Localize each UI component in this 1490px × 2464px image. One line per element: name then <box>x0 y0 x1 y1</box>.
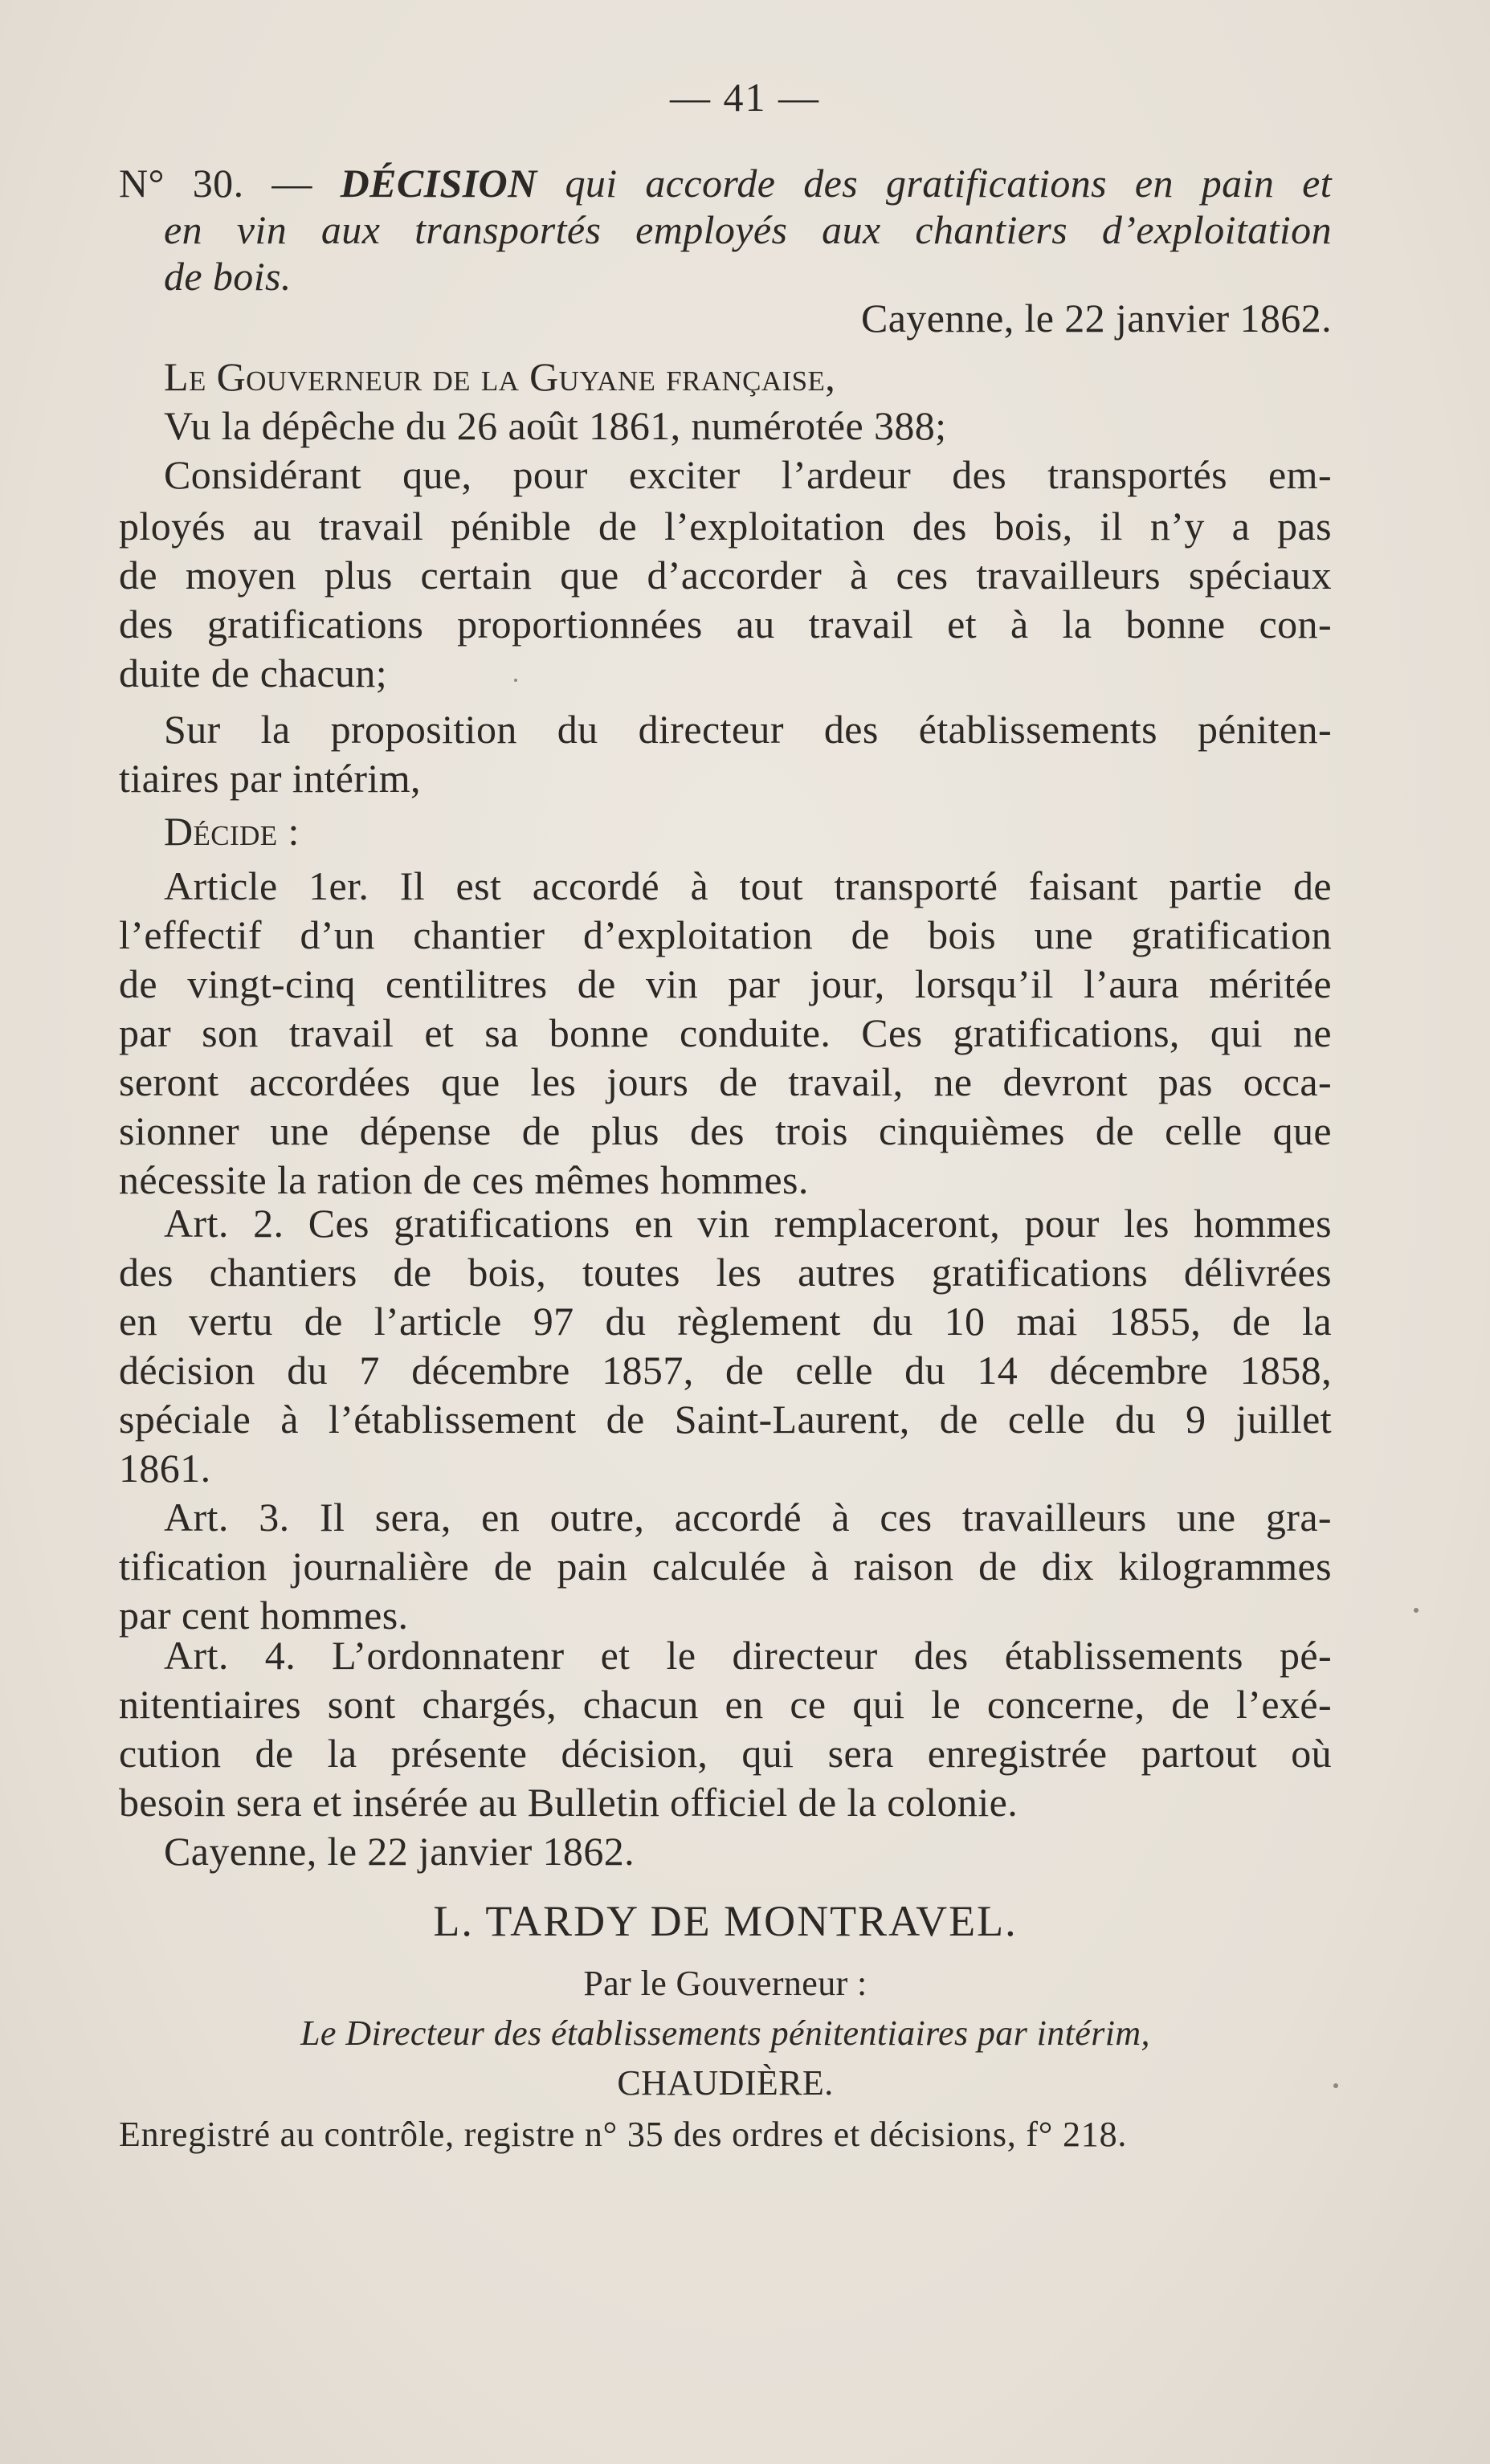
body-line: des gratifications proportionnées au travail et à la bonne con- <box>119 602 1332 647</box>
body-line: Le Gouverneur de la Guyane française, <box>164 354 836 399</box>
body-line: tiaires par intérim, <box>119 756 421 801</box>
signature-role: Le Directeur des établissements pénitentiaires par intérim, <box>300 2013 1150 2053</box>
body-line: l’effectif d’un chantier d’exploitation de bois une gratification <box>119 912 1332 957</box>
body-line: cution de la présente décision, qui sera enregistrée partout où <box>119 1731 1332 1776</box>
closing-dateline: Cayenne, le 22 janvier 1862. <box>164 1829 635 1874</box>
decision-number: N° 30. <box>119 161 244 206</box>
body-line: spéciale à l’établissement de Saint-Laurent, de celle du 9 juillet <box>119 1397 1332 1442</box>
body-line: seront accordées que les jours de travail, ne devront pas occa- <box>119 1059 1332 1104</box>
body-line: décision du 7 décembre 1857, de celle du 14 décembre 1858, <box>119 1348 1332 1393</box>
body-line: Sur la proposition du directeur des établissements péniten- <box>164 707 1332 752</box>
body-line: duite de chacun; <box>119 651 388 696</box>
body-line: nitentiaires sont chargés, chacun en ce qui le concerne, de l’exé- <box>119 1682 1332 1727</box>
signature-by-line: Par le Gouverneur : <box>583 1964 867 2003</box>
body-line: Décide : <box>164 809 300 854</box>
body-line: Art. 2. Ces gratifications en vin remplaceront, pour les hommes <box>164 1201 1332 1246</box>
body-line: de vingt-cinq centilitres de vin par jour, lorsqu’il l’aura méritée <box>119 961 1332 1006</box>
body-line: Art. 4. L’ordonnatenr et le directeur des établissements pé- <box>164 1633 1332 1678</box>
body-line: 1861. <box>119 1446 211 1491</box>
heading-line-1 <box>119 161 1332 206</box>
registration-note: Enregistré au contrôle, registre n° 35 des ordres et décisions, f° 218. <box>119 2115 1128 2154</box>
body-line: besoin sera et insérée au Bulletin officiel de la colonie. <box>119 1780 1019 1825</box>
body-line: par cent hommes. <box>119 1593 409 1638</box>
countersignature: CHAUDIÈRE. <box>617 2063 834 2103</box>
body-line: nécessite la ration de ces mêmes hommes. <box>119 1157 809 1202</box>
body-line: Considérant que, pour exciter l’ardeur des transportés em- <box>164 452 1332 497</box>
paper-speck <box>1333 2083 1338 2088</box>
heading-dash: — <box>243 161 341 206</box>
body-line: Vu la dépêche du 26 août 1861, numérotée 388; <box>164 403 947 448</box>
body-line: par son travail et sa bonne conduite. Ces gratifications, qui ne <box>119 1010 1332 1055</box>
body-line: de moyen plus certain que d’accorder à ces travailleurs spéciaux <box>119 553 1332 598</box>
heading-line-1-rest: qui accorde des gratifications en pain et <box>537 161 1332 206</box>
body-line: sionner une dépense de plus des trois cinquièmes de celle que <box>119 1108 1332 1153</box>
dateline: Cayenne, le 22 janvier 1862. <box>860 296 1332 341</box>
decision-title: DÉCISION <box>340 161 537 206</box>
heading-line-2: en vin aux transportés employés aux chantiers d’exploitation <box>164 207 1332 252</box>
body-line: en vertu de l’article 97 du règlement du 10 mai 1855, de la <box>119 1299 1332 1344</box>
body-line: Art. 3. Il sera, en outre, accordé à ces travailleurs une gra- <box>164 1495 1332 1540</box>
heading-line-3: de bois. <box>164 254 292 299</box>
body-line: Article 1er. Il est accordé à tout transporté faisant partie de <box>164 863 1332 908</box>
body-line: tification journalière de pain calculée à raison de dix kilogrammes <box>119 1544 1332 1589</box>
page-number: — 41 — <box>670 75 820 120</box>
body-line: ployés au travail pénible de l’exploitation des bois, il n’y a pas <box>119 504 1332 549</box>
paper-speck <box>514 679 517 682</box>
body-line: des chantiers de bois, toutes les autres gratifications délivrées <box>119 1250 1332 1295</box>
governor-signature: L. TARDY DE MONTRAVEL. <box>433 1897 1018 1945</box>
paper-speck <box>1414 1608 1419 1613</box>
